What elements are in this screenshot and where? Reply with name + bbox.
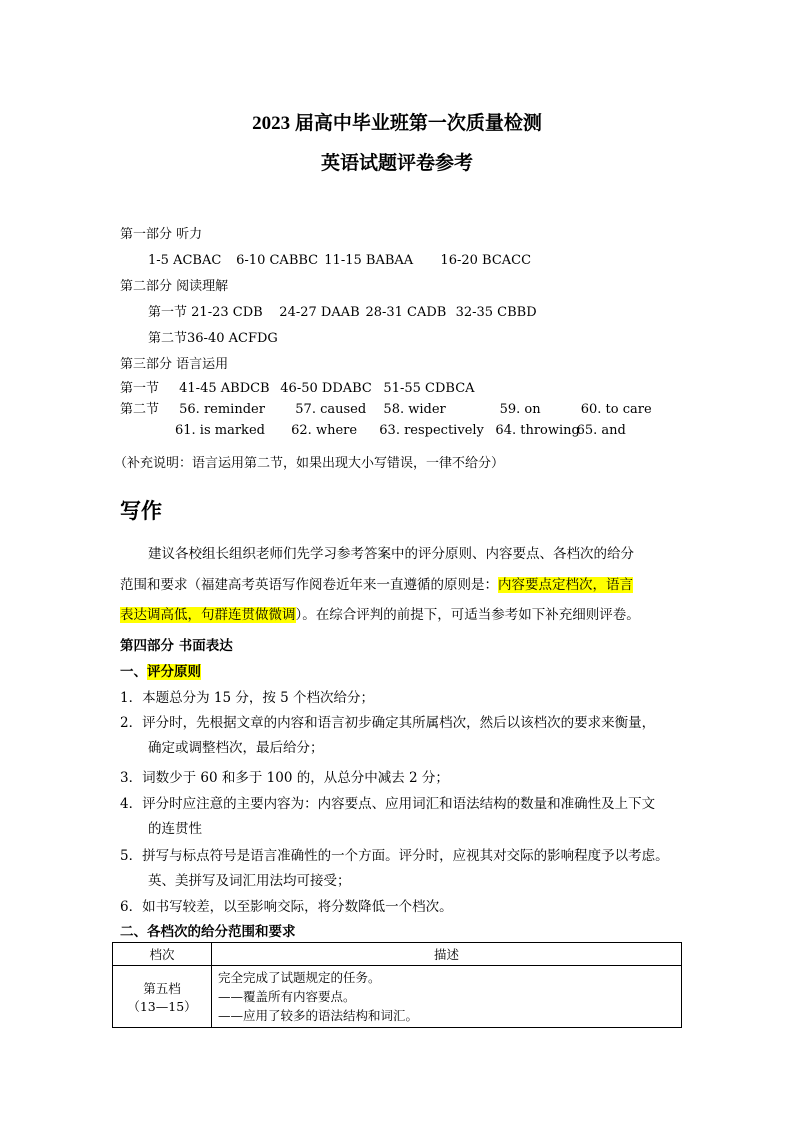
answer-group: 11-15 BABAA [324, 253, 414, 268]
grade-name: 第五档 [143, 980, 181, 996]
supplementary-note: （补充说明：语言运用第二节，如果出现大小写错误，一律不给分） [114, 456, 505, 471]
part3-label: 第三部分 语言运用 [120, 357, 229, 372]
intro-line-3 [120, 603, 640, 623]
rule-item-continuation: 的连贯性 [148, 821, 202, 837]
part2-section1 [148, 304, 537, 322]
fill-answer: 62. where [291, 423, 358, 438]
answer-group: 51-55 CDBCA [383, 381, 475, 396]
description-line: 完全完成了试题规定的任务。 [218, 970, 381, 985]
fill-answer: 64. throwing [495, 423, 580, 438]
description-line: ——覆盖所有内容要点。 [218, 989, 356, 1004]
title-line-1: 2023 届高中毕业班第一次质量检测 [252, 113, 542, 134]
answer-group: 36-40 ACFDG [187, 331, 278, 346]
part2-label: 第二部分 阅读理解 [120, 279, 229, 294]
page-subtitle [0, 148, 794, 175]
fill-answer: 63. respectively [379, 423, 484, 438]
part3-section1 [120, 380, 475, 398]
intro-text: ）。在综合评判的前提下，可适当参考如下补充细则评卷。 [295, 607, 640, 623]
answer-group: 16-20 BCACC [440, 253, 532, 268]
fill-answer: 58. wider [383, 402, 446, 417]
fill-answer: 61. is marked [175, 423, 265, 438]
section-label: 第二节 [148, 331, 188, 346]
fill-answer: 59. on [499, 402, 541, 417]
part1-label: 第一部分 听力 [120, 227, 203, 242]
writing-heading: 写作 [120, 499, 162, 523]
section-label: 第一节 [120, 381, 160, 396]
description-line: ——应用了较多的语法结构和词汇。 [218, 1008, 419, 1023]
answer-group: 28-31 CADB [365, 305, 447, 320]
description-cell [212, 966, 682, 1028]
highlighted-principle: 内容要点定档次，语言 [498, 577, 633, 593]
section-prefix: 一、 [120, 664, 147, 680]
answer-group: 32-35 CBBD [455, 305, 537, 320]
part2-section2 [148, 330, 278, 348]
header-description: 描述 [212, 943, 682, 966]
rule-item: 1．本题总分为 15 分，按 5 个档次给分； [120, 690, 375, 706]
fill-answer: 60. to care [580, 402, 652, 417]
section-label: 第一节 [148, 305, 188, 320]
highlighted-principle: 表达调高低，句群连贯做微调 [120, 607, 296, 623]
intro-line-1: 建议各校组长组织老师们先学习参考答案中的评分原则、内容要点、各档次的给分 [148, 546, 634, 562]
section-label: 第二节 [120, 402, 160, 417]
rule-item: 6．如书写较差，以至影响交际，将分数降低一个档次。 [120, 899, 453, 915]
header-grade: 档次 [113, 943, 212, 966]
rule-item-continuation: 确定或调整档次，最后给分； [148, 740, 324, 756]
page-title [0, 108, 794, 135]
rule-item: 4．评分时应注意的主要内容为：内容要点、应用词汇和语法结构的数量和准确性及上下文 [120, 796, 656, 812]
fill-answer: 56. reminder [179, 402, 265, 417]
intro-line-2 [120, 573, 633, 593]
title-line-2: 英语试题评卷参考 [320, 153, 473, 174]
section2-heading: 二、各档次的给分范围和要求 [120, 924, 296, 940]
answer-group: 1-5 ACBAC [148, 253, 222, 268]
rule-item: 3．词数少于 60 和多于 100 的，从总分中减去 2 分； [120, 770, 449, 786]
table-header-row [113, 943, 682, 966]
answer-group: 41-45 ABDCB [179, 381, 270, 396]
answer-group: 6-10 CABBC [236, 253, 319, 268]
grade-range: （13—15） [127, 998, 197, 1014]
rule-item: 2．评分时，先根据文章的内容和语言初步确定其所属档次，然后以该档次的要求来衡量， [120, 715, 656, 731]
grade-cell [113, 966, 212, 1028]
answer-group: 21-23 CDB [191, 305, 263, 320]
part3-section2-row1 [120, 401, 652, 419]
part1-answers [148, 252, 531, 270]
fill-answer: 65. and [576, 423, 626, 438]
part3-section2-row2 [175, 422, 626, 440]
rule-item: 5．拼写与标点符号是语言准确性的一个方面。评分时，应视其对交际的影响程度予以考虑。 [120, 848, 669, 864]
section1-heading [120, 660, 201, 680]
answer-group: 46-50 DDABC [280, 381, 372, 396]
section-title-highlighted: 评分原则 [147, 664, 201, 680]
answer-group: 24-27 DAAB [279, 305, 360, 320]
grade-table [112, 942, 682, 1028]
table-row [113, 966, 682, 1028]
intro-text: 范围和要求（福建高考英语写作阅卷近年来一直遵循的原则是： [120, 577, 498, 593]
part4-label: 第四部分 书面表达 [120, 638, 233, 654]
fill-answer: 57. caused [295, 402, 367, 417]
rule-item-continuation: 英、美拼写及词汇用法均可接受； [148, 873, 351, 889]
